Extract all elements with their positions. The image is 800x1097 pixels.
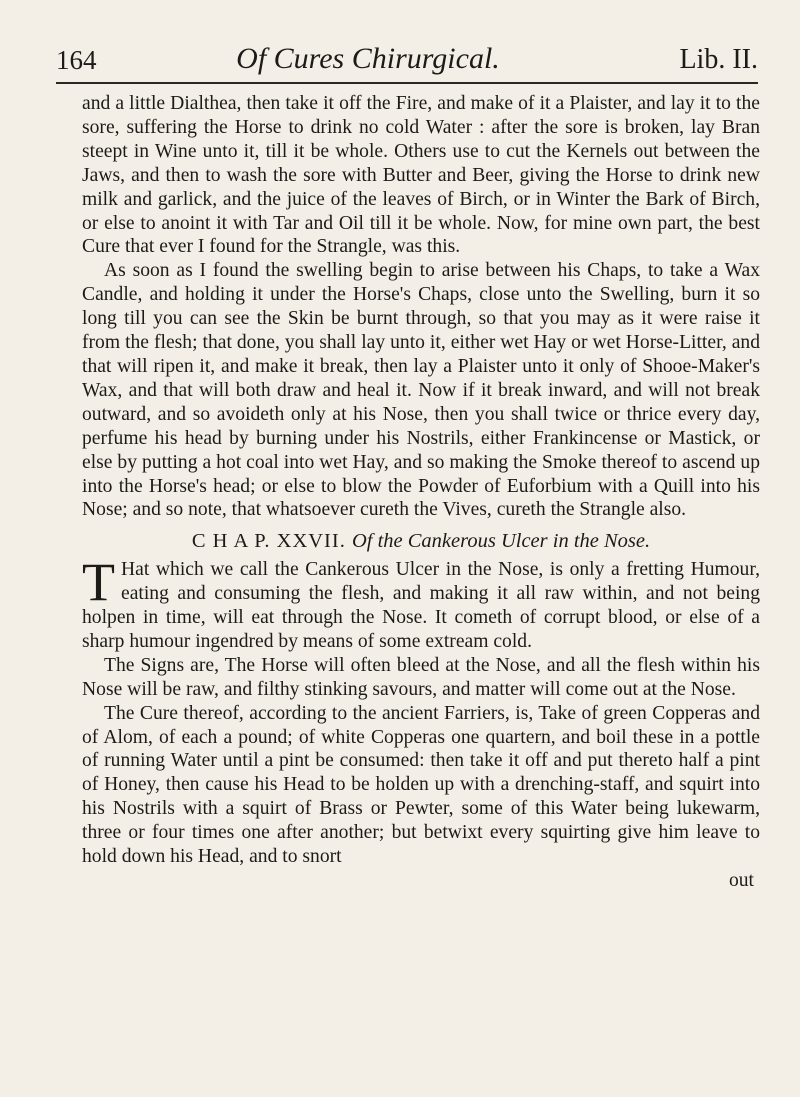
- running-title: Of Cures Chirurgical.: [236, 42, 500, 75]
- book-reference: Lib. II.: [679, 44, 758, 75]
- chapter-title: Of the Cankerous Ulcer in the Nose.: [351, 530, 651, 553]
- page-number: 164: [56, 45, 97, 75]
- catchword: out: [728, 870, 754, 891]
- chapter-label: C H A P. XXVII.: [191, 530, 346, 553]
- paragraph-3: [82, 552, 760, 654]
- drop-cap: T: [82, 552, 115, 613]
- paragraph-3-text: Hat which we call the Cankerous Ulcer in the Nose, is only a fretting Humour, eating and consuming the flesh, and making it all raw within, and not being holpen in time, will eat through the Nose. It cometh of corrupt blood, or else of a sharp humour ingendred by means of some extream cold.: [82, 559, 760, 652]
- paragraph-1: and a little Dialthea, then take it off the Fire, and make of it a Plaister, and lay it to the sore, suffering the Horse to drink no cold Water : after the sore is broken, lay Bran steept in Wine unto it, till it be whole. Others use to cut the Kernels out between the Jaws, and then to wash the sore with Butter and Beer, giving the Horse to drink new milk and garlick, and the juice of the leaves of Birch, or in Winter the Bark of Birch, or else to anoint it with Tar and Oil till it be whole. Now, for mine own part, the best Cure that ever I found for the Strangle, was this.: [82, 93, 760, 258]
- chapter-heading: [82, 530, 760, 554]
- page-header: [56, 36, 758, 84]
- paragraph-2: As soon as I found the swelling begin to arise between his Chaps, to take a Wax Candle, and holding it under the Horse's Chaps, close unto the Swelling, burn it so long till you can see the Skin be burnt through, so that you may as it were raise it from the flesh; that done, you shall lay unto it, either wet Hay or wet Horse-Litter, and that will ripen it, and make it break, then lay a Plaister unto it only of Shooe-Maker's Wax, and that will both draw and heal it. Now if it break inward, and will not break outward, and so avoideth only at his Nose, then you shall twice or thrice every day, perfume his head by burning under his Nostrils, either Frankincense or Mastick, or else by putting a hot coal into wet Hay, and so making the Smoke thereof to ascend up into the Horse's head; or else to blow the Powder of Euforbium with a Quill into his Nose; and so note, that whatsoever cureth the Vives, cureth the Strangle also.: [82, 260, 760, 521]
- paragraph-4: The Signs are, The Horse will often bleed at the Nose, and all the flesh within his Nose will be raw, and filthy stinking savours, and matter will come out at the Nose.: [82, 654, 760, 700]
- body-text: [82, 92, 760, 893]
- paragraph-5: The Cure thereof, according to the ancient Farriers, is, Take of green Copperas and of Alom, of each a pound; of white Copperas one quartern, and boil these in a pottle of running Water until a pint be consumed: then take it off and put thereto half a pint of Honey, then cause his Head to be holden up with a drenching-staff, and squirt into his Nostrils with a squirt of Brass or Pewter, some of this Water being lukewarm, three or four times one after another; but betwixt every squirting give him leave to hold down his Head, and to snort: [82, 702, 760, 868]
